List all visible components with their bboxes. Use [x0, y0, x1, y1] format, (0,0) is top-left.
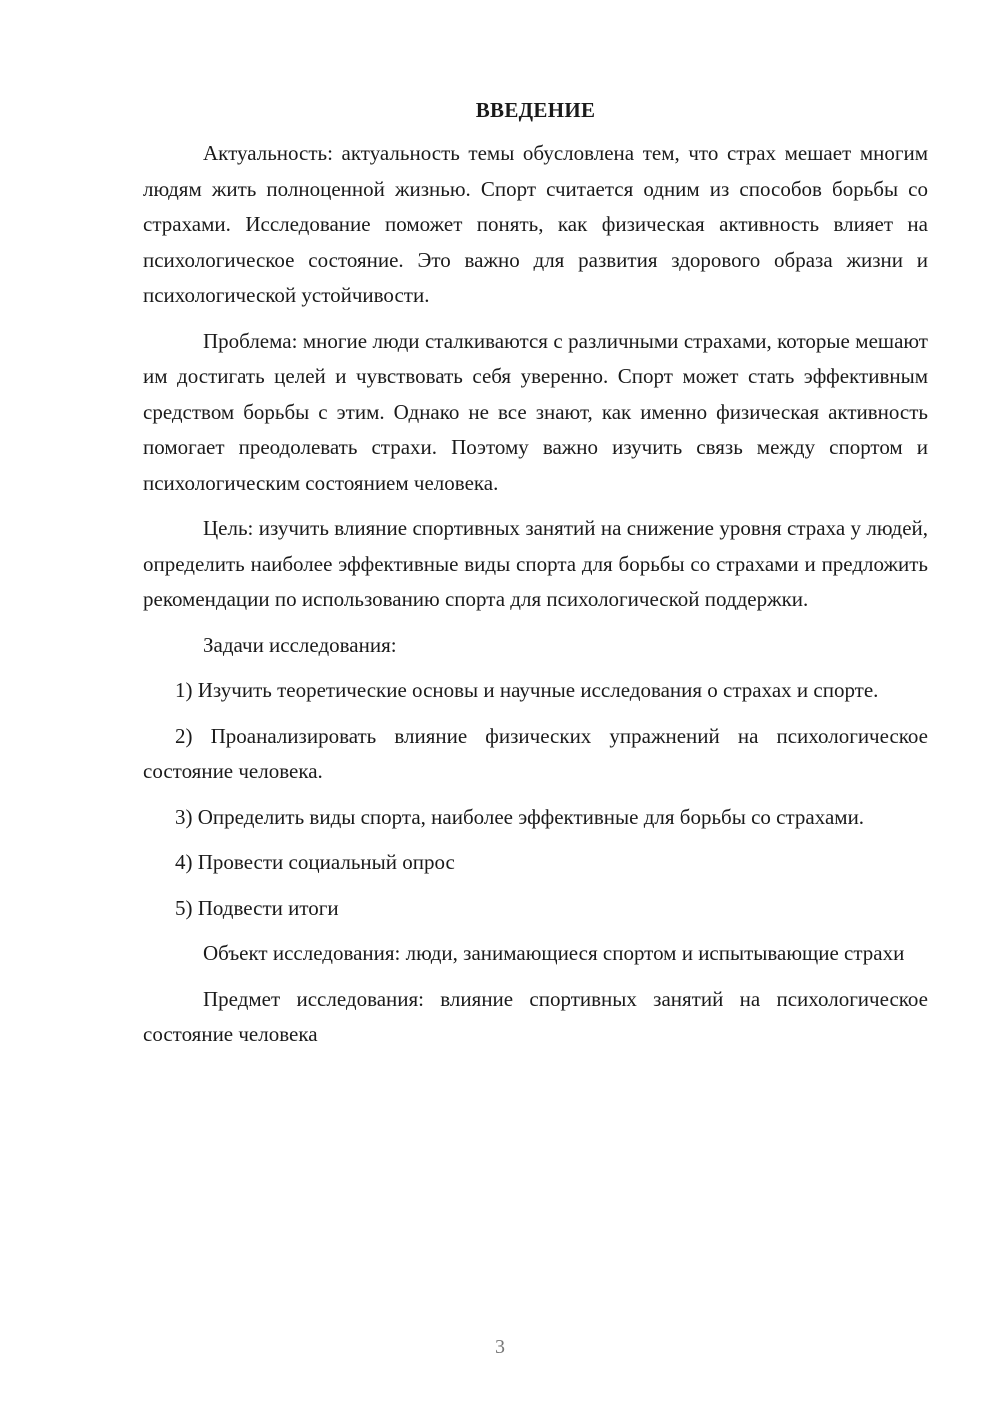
task-item-4: 4) Провести социальный опрос [175, 850, 455, 874]
document-page [143, 94, 928, 1063]
research-object-paragraph: Объект исследования: люди, занимающиеся спортом и испытывающие страхи [203, 941, 905, 965]
page-number: 3 [495, 1336, 505, 1358]
task-item-5: 5) Подвести итоги [175, 895, 339, 920]
goal-paragraph: Цель: изучить влияние спортивных занятий на снижение уровня страха у людей, определить наиболее эффективные виды спорта для борьбы со страхами и предложить рекомендации по использованию спорта для психологической поддержки. [143, 516, 928, 611]
problem-paragraph: Проблема: многие люди сталкиваются с различными страхами, которые мешают им достигать целей и чувствовать себя уверенно. Спорт может стать эффективным средством борьбы с этим. Однако не все знают, как именно физическая активность помогает преодолевать страхи. Поэтому важно изучить связь между спортом и психологическим состоянием человека. [143, 328, 928, 495]
research-subject-paragraph: Предмет исследования: влияние спортивных занятий на психологическое состояние человека [143, 986, 928, 1046]
task-item-2: 2) Проанализировать влияние физических упражнений на психологическое состояние человека. [143, 723, 928, 783]
relevance-paragraph: Актуальность: актуальность темы обусловлена тем, что страх мешает многим людям жить полноценной жизнью. Спорт считается одним из способов борьбы со страхами. Исследование поможет понять, как физическая активность влияет на психологическое состояние. Это важно для развития здорового образа жизни и психологической устойчивости. [143, 141, 928, 307]
task-item-3: 3) Определить виды спорта, наиболее эффективные для борьбы со страхами. [175, 804, 865, 829]
section-title: ВВЕДЕНИЕ [475, 98, 596, 122]
task-item-1: 1) Изучить теоретические основы и научные исследования о страхах и спорте. [175, 678, 879, 702]
tasks-heading: Задачи исследования: [203, 632, 397, 657]
